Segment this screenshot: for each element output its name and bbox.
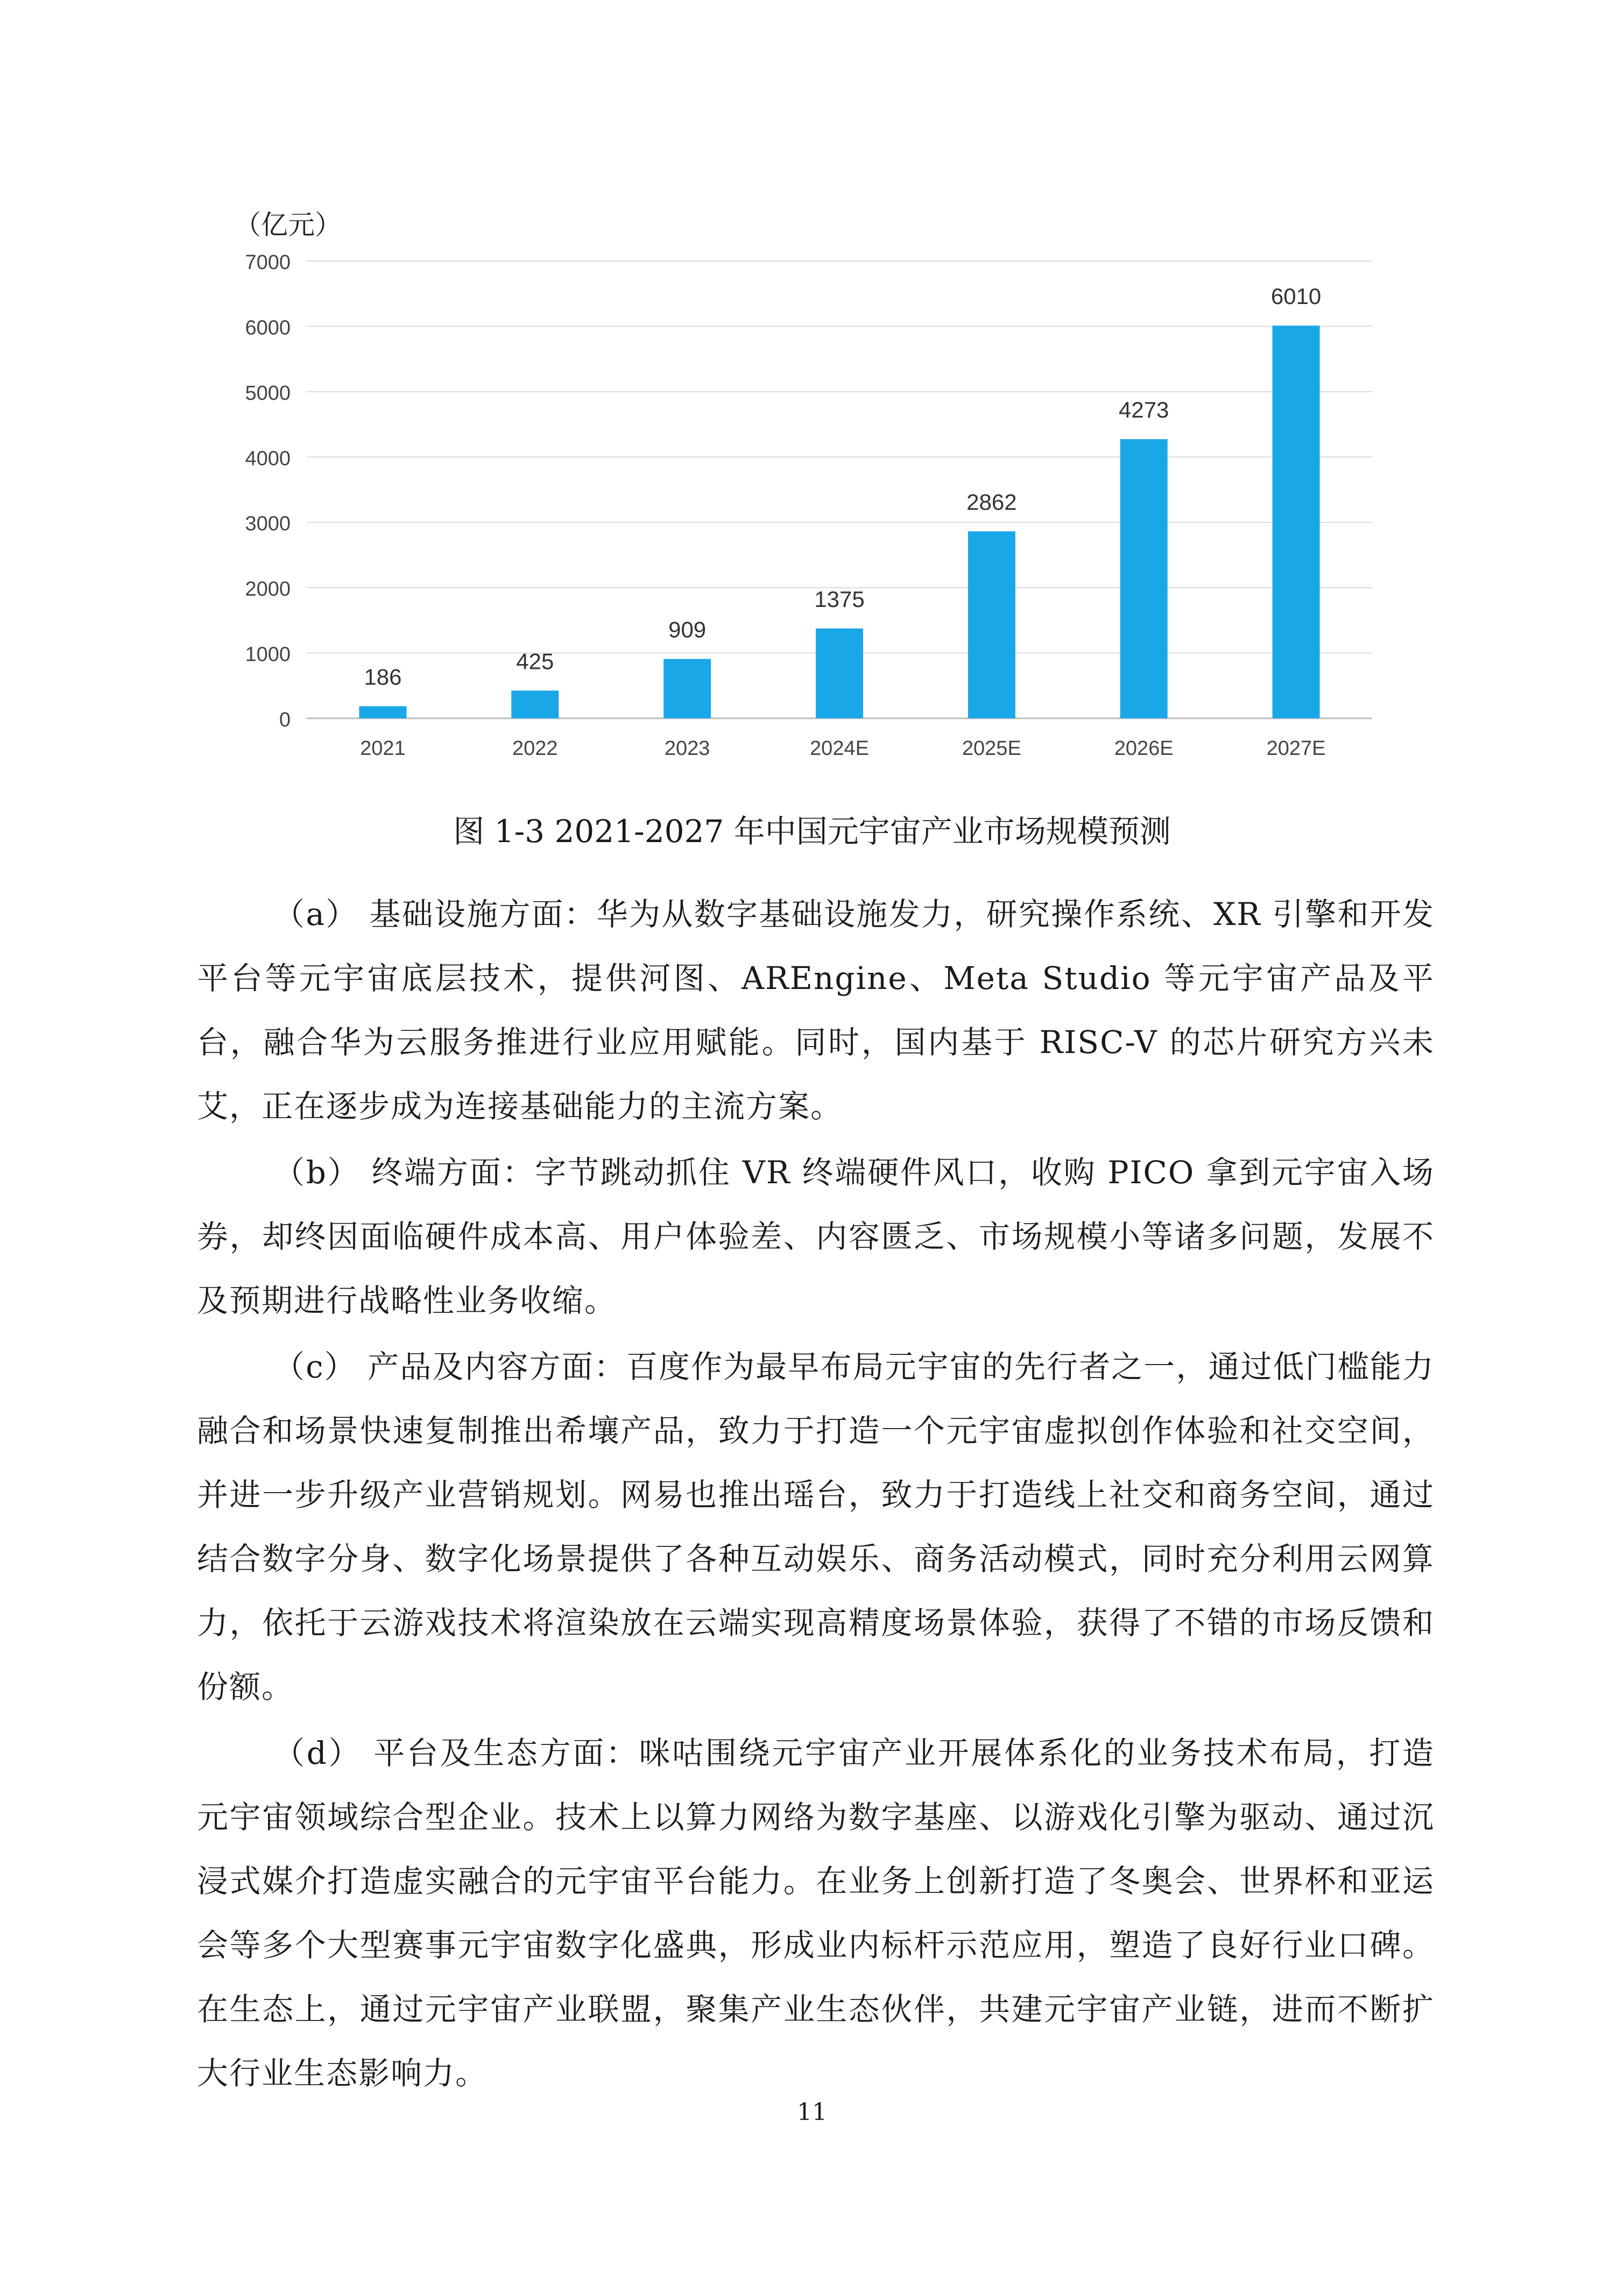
y-tick-label: 3000 — [245, 512, 291, 535]
value-label: 909 — [668, 617, 707, 642]
bar-2022 — [511, 690, 559, 718]
paragraph-b: （b） 终端方面：字节跳动抓住 VR 终端硬件风口，收购 PICO 拿到元宇宙入场券，却终因面临硬件成本高、用户体验差、内容匮乏、市场规模小等诸多问题，发展不及预期进行战略性业务收缩。 — [197, 1154, 1435, 1319]
market-size-bar-chart — [204, 199, 1431, 780]
x-tick-labels — [360, 737, 1325, 760]
page-number: 11 — [797, 2099, 827, 2126]
value-label: 6010 — [1270, 284, 1322, 309]
y-tick-label: 7000 — [245, 251, 291, 274]
y-tick-label: 6000 — [245, 316, 291, 340]
y-axis-unit-label: （亿元） — [234, 210, 342, 240]
bar-2025E — [968, 531, 1015, 718]
bar-2021 — [359, 706, 406, 718]
bar-2026E — [1120, 439, 1168, 718]
y-tick-label: 5000 — [245, 382, 291, 405]
paragraph-d: （d） 平台及生态方面：咪咕围绕元宇宙产业开展体系化的业务技术布局，打造元宇宙领域综合型企业。技术上以算力网络为数字基座、以游戏化引擎为驱动、通过沉浸式媒介打造虚实融合的元宇宙平台能力。在业务上创新打造了冬奥会、世界杯和亚运会等多个大型赛事元宇宙数字化盛典，形成业内标杆示范应用，塑造了良好行业口碑。在生态上，通过元宇宙产业联盟，聚集产业生态伙伴，共建元宇宙产业链，进而不断扩大行业生态影响力。 — [197, 1735, 1435, 2092]
bar-2024E — [816, 628, 863, 718]
bar-2023 — [663, 659, 711, 718]
x-tick-label: 2022 — [512, 737, 558, 760]
value-label: 2862 — [966, 489, 1017, 515]
x-tick-label: 2021 — [360, 737, 406, 760]
x-tick-label: 2024E — [810, 737, 869, 760]
x-tick-label: 2023 — [664, 737, 710, 760]
paragraph-c: （c） 产品及内容方面：百度作为最早布局元宇宙的先行者之一，通过低门槛能力融合和场景快速复制推出希壤产品，致力于打造一个元宇宙虚拟创作体验和社交空间，并进一步升级产业营销规划。网易也推出瑶台，致力于打造线上社交和商务空间，通过结合数字分身、数字化场景提供了各种互动娱乐、商务活动模式，同时充分利用云网算力，依托于云游戏技术将渲染放在云端实现高精度场景体验，获得了不错的市场反馈和份额。 — [197, 1348, 1435, 1705]
value-label: 4273 — [1118, 397, 1169, 423]
x-tick-label: 2025E — [962, 737, 1021, 760]
y-tick-label: 0 — [279, 709, 291, 731]
y-tick-label: 2000 — [245, 578, 291, 601]
body-text — [197, 882, 1435, 2108]
y-tick-label: 1000 — [245, 643, 291, 666]
bar-2027E — [1273, 326, 1320, 718]
value-label: 1375 — [814, 587, 865, 612]
paragraph-a: （a） 基础设施方面：华为从数字基础设施发力，研究操作系统、XR 引擎和开发平台等元宇宙底层技术，提供河图、AREngine、Meta Studio 等元宇宙产品及平台，融合华为云服务推进行业应用赋能。同时，国内基于 RISC-V 的芯片研究方兴未艾，正在逐步成为连接基础能力的主流方案。 — [197, 896, 1435, 1125]
value-label: 186 — [364, 664, 402, 690]
x-tick-label: 2027E — [1266, 737, 1326, 760]
y-tick-label: 4000 — [245, 447, 291, 470]
y-tick-labels — [245, 251, 291, 731]
figure-caption: 图 1-3 2021-2027 年中国元宇宙产业市场规模预测 — [453, 813, 1171, 850]
value-label: 425 — [516, 648, 554, 674]
x-tick-label: 2026E — [1114, 737, 1174, 760]
